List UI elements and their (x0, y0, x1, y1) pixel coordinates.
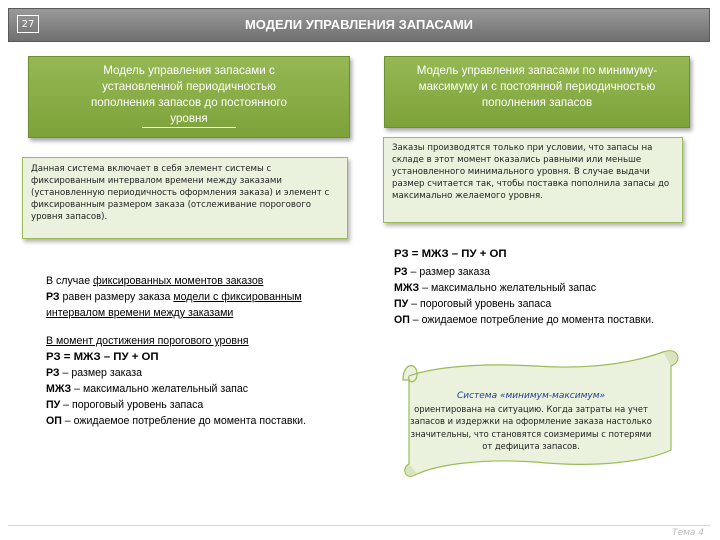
case2-heading: В момент достижения порогового уровня (46, 335, 249, 347)
left-description-note (22, 157, 348, 239)
right-heading-text: Модель управления запасами по минимуму-максимуму и с постоянной периодичностью пополнения запасов (416, 64, 658, 109)
right-formula-block (394, 246, 684, 328)
page-title: МОДЕЛИ УПРАВЛЕНИЯ ЗАПАСАМИ (244, 17, 474, 32)
right-def-3: ПУ – пороговый уровень запаса (394, 298, 552, 310)
left-formula: РЗ = МЖЗ – ПУ + ОП (46, 351, 159, 363)
case1-rz: РЗ (46, 291, 60, 303)
left-def-4: ОП – ожидаемое потребление до момента поставки. (46, 415, 307, 427)
case1-prefix: В случае (46, 275, 94, 287)
slide-number: 27 (17, 15, 39, 33)
left-note-text: Данная система включает в себя элемент системы с фиксированным интервалом времени между заказами (установленную периодичность оформления заказа) и элемент с фиксированным размером заказа (отслеживание порогового уровня запасов). (31, 164, 330, 222)
left-def-3: ПУ – пороговый уровень запаса (46, 399, 204, 411)
footer-bar (8, 525, 710, 538)
right-def-2: МЖЗ – максимально желательный запас (394, 282, 597, 294)
title-bar (8, 8, 710, 42)
right-description-note (383, 137, 683, 223)
right-formula: РЗ = МЖЗ – ПУ + ОП (394, 248, 507, 260)
scroll-body: ориентирована на ситуацию. Когда затраты на учет запасов и издержки на оформление заказа настолько значительны, что становятся соизмеримы с потерями от дефицита запасов. (410, 403, 652, 451)
left-formula-block (46, 273, 346, 429)
case1-mid: равен размеру заказа (59, 291, 174, 303)
scroll-title: Система «минимум-максимум» (456, 391, 606, 401)
left-heading-line-1: Модель управления запасами с (103, 64, 275, 77)
left-def-1: РЗ – размер заказа (46, 367, 143, 379)
left-def-2: МЖЗ – максимально желательный запас (46, 383, 249, 395)
left-model-heading (28, 56, 350, 138)
left-heading-line-4: уровня (142, 111, 235, 128)
left-heading-line-3: пополнения запасов до постоянного (91, 96, 287, 109)
right-model-heading (384, 56, 690, 128)
right-note-text: Заказы производятся только при условии, что запасы на складе в этот момент оказались равными или меньше установленного минимального уровня. В случае выдачи размер считается так, чтобы поставка пополнила запасы до максимально желаемого уровня. (392, 143, 670, 201)
scroll-content (405, 390, 657, 453)
case1-model: модели с фиксированным интервалом времени между заказами (46, 291, 302, 319)
footer-label: Тема 4 (672, 528, 704, 538)
left-heading-line-2: установленной периодичностью (102, 80, 276, 93)
right-def-1: РЗ – размер заказа (394, 266, 491, 278)
right-def-4: ОП – ожидаемое потребление до момента поставки. (394, 314, 655, 326)
case1-link: фиксированных моментов заказов (93, 275, 264, 287)
